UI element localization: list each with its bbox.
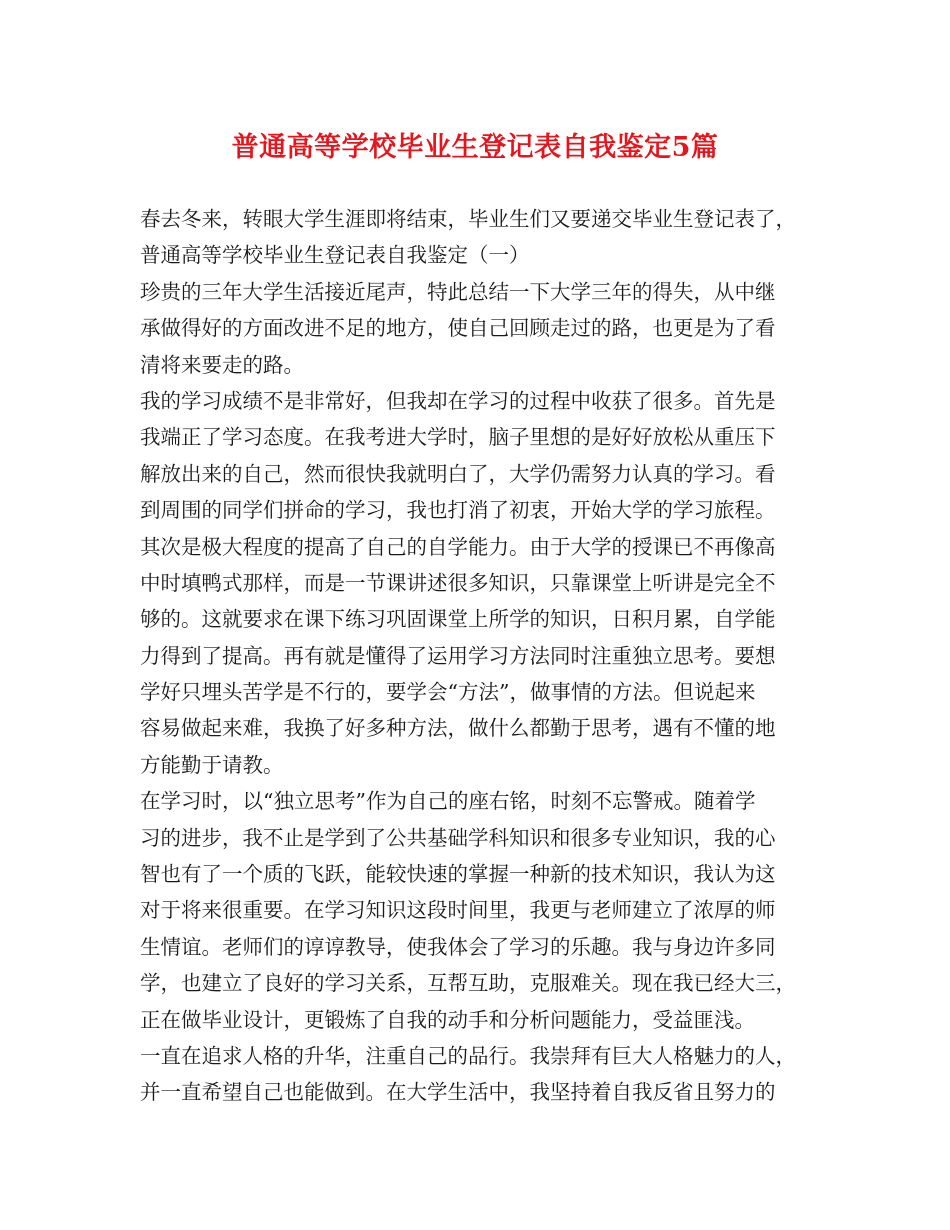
body-text-line: 解放出来的自己，然而很快我就明白了，大学仍需努力认真的学习。看 xyxy=(140,461,776,486)
body-text-line: 容易做起来难，我换了好多种方法，做什么都勤于思考，遇有不懂的地 xyxy=(140,716,776,741)
body-text-line: 其次是极大程度的提高了自己的自学能力。由于大学的授课已不再像高 xyxy=(140,534,776,559)
body-text-line: 智也有了一个质的飞跃，能较快速的掌握一种新的技术知识，我认为这 xyxy=(140,862,776,887)
body-text-line: 习的进步，我不止是学到了公共基础学科知识和很多专业知识，我的心 xyxy=(140,825,776,850)
body-text-line: 普通高等学校毕业生登记表自我鉴定（一） xyxy=(140,243,530,268)
body-text-line: 我端正了学习态度。在我考进大学时，脑子里想的是好好放松从重压下 xyxy=(140,425,776,450)
document-title: 普通高等学校毕业生登记表自我鉴定5篇 xyxy=(231,132,719,163)
body-text-line: 学，也建立了良好的学习关系，互帮互助，克服难关。现在我已经大三， xyxy=(140,971,796,996)
body-text-line: 到周围的同学们拼命的学习，我也打消了初衷，开始大学的学习旅程。 xyxy=(140,498,776,523)
body-text-line: 一直在追求人格的升华，注重自己的品行。我崇拜有巨大人格魅力的人， xyxy=(140,1043,796,1068)
body-text-line: 清将来要走的路。 xyxy=(140,352,304,377)
body-text-line: 珍贵的三年大学生活接近尾声，特此总结一下大学三年的得失，从中继 xyxy=(140,279,776,304)
body-text-line: 春去冬来，转眼大学生涯即将结束，毕业生们又要递交毕业生登记表了， xyxy=(140,207,796,231)
body-text-line: 正在做毕业设计，更锻炼了自我的动手和分析问题能力，受益匪浅。 xyxy=(140,1007,755,1032)
body-text-line: 并一直希望自己也能做到。在大学生活中，我坚持着自我反省且努力的 xyxy=(140,1080,776,1105)
body-text-line: 在学习时，以“独立思考”作为自己的座右铭，时刻不忘警戒。随着学 xyxy=(140,789,756,814)
body-text-line: 对于将来很重要。在学习知识这段时间里，我更与老师建立了浓厚的师 xyxy=(140,898,776,923)
body-text-line: 中时填鸭式那样，而是一节课讲述很多知识，只靠课堂上听讲是完全不 xyxy=(140,570,776,595)
body-text-line: 承做得好的方面改进不足的地方，使自己回顾走过的路，也更是为了看 xyxy=(140,316,776,341)
body-text-line: 学好只埋头苦学是不行的，要学会“方法”，做事情的方法。但说起来 xyxy=(140,680,756,705)
body-text-line: 我的学习成绩不是非常好，但我却在学习的过程中收获了很多。首先是 xyxy=(140,388,776,413)
body-text-line: 够的。这就要求在课下练习巩固课堂上所学的知识，日积月累，自学能 xyxy=(140,607,776,632)
body-text-line: 方能勤于请教。 xyxy=(140,752,284,777)
body-text-line: 力得到了提高。再有就是懂得了运用学习方法同时注重独立思考。要想 xyxy=(140,643,776,668)
document-body xyxy=(140,201,830,1111)
body-text-line: 生情谊。老师们的谆谆教导，使我体会了学习的乐趣。我与身边许多同 xyxy=(140,934,776,959)
